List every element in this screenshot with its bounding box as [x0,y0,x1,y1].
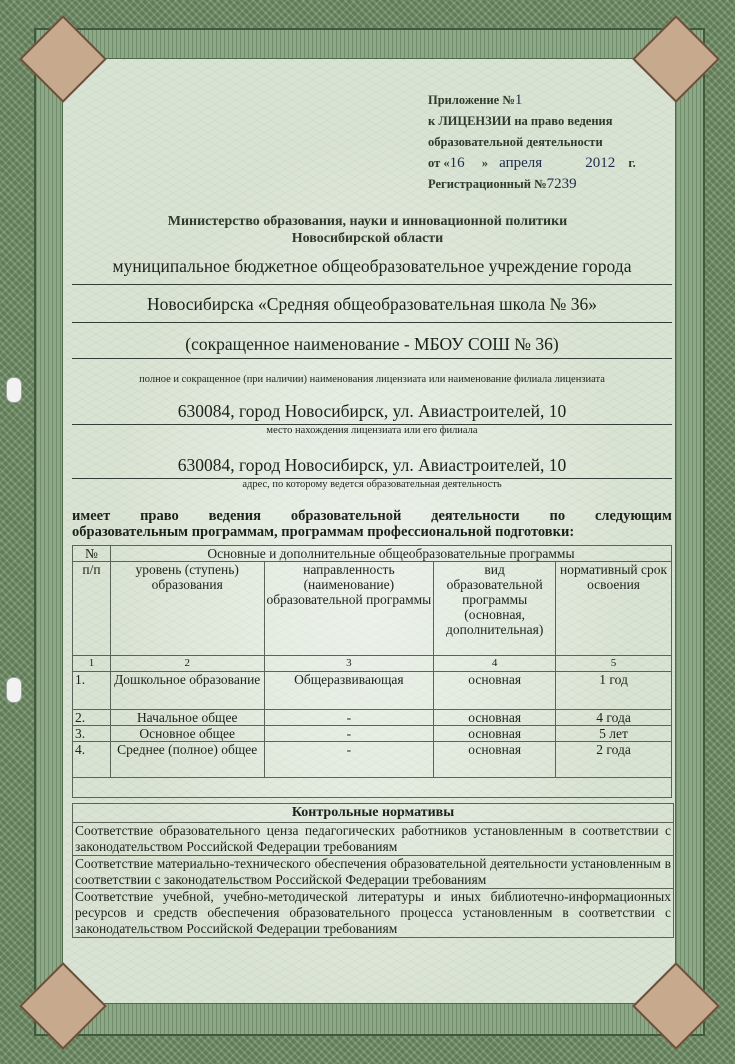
license-line-2: образовательной деятельности [428,135,603,149]
licensee-location: 630084, город Новосибирск, ул. Авиастроителей, 10 [72,401,672,425]
programs-group-header: Основные и дополнительные общеобразовательные программы [110,546,671,562]
punch-hole-top [6,377,22,403]
punch-hole-bottom [6,677,22,703]
date-month: апреля [499,155,543,171]
registration-number: 7239 [546,176,577,192]
table-row: 4. Среднее (полное) общее - основная 2 года [73,742,672,778]
table-row: 2. Начальное общее - основная 4 года [73,710,672,726]
direction-header: направленность (наименование) образовательной программы [264,562,434,656]
term-header: нормативный срок освоения [556,562,672,656]
rights-statement: имеет право ведения образовательной деятельности по следующим образовательным программам, программам профессиональной подготовки: [72,508,672,540]
licensee-short-name: (сокращенное наименование - МБОУ СОШ № 36) [72,334,672,359]
date-day: 16 [449,155,465,171]
license-date: от «16 » апреля 2012 г. [428,155,636,171]
licensee-name-caption: полное и сокращенное (при наличии) наименования лицензиата или наименование филиала лицензиата [139,374,605,385]
table-header-row [73,546,672,562]
activity-address: 630084, город Новосибирск, ул. Авиастроителей, 10 [72,455,672,479]
column-numbers-row: 1 2 3 4 5 [73,656,672,672]
table-subheader-row: п/п уровень (ступень) образования направленность (наименование) образовательной программы вид образовательной программы (основная, дополнительная) нормативный срок освоения [73,562,672,656]
table-row: 1. Дошкольное образование Общеразвивающая основная 1 год [73,672,672,710]
control-norms [72,803,674,938]
type-header: вид образовательной программы (основная, дополнительная) [434,562,556,656]
table-empty-row [73,778,672,798]
table-row: 3. Основное общее - основная 5 лет [73,726,672,742]
date-year: 2012 [585,155,616,171]
norm-item: Соответствие материально-технического обеспечения образовательной деятельности установленным в соответствии с законодательством Российской Федерации требованиям [75,856,671,887]
licensee-name-line-2: Новосибирска «Средняя общеобразовательная школа № 36» [72,294,672,323]
appendix-label: Приложение № [428,93,515,107]
norm-item: Соответствие образовательного ценза педагогических работников установленным в соответствии с законодательством Российской Федерации требованиям [75,823,671,854]
location-caption: место нахождения лицензиата или его филиала [266,425,478,436]
level-header: уровень (ступень) образования [110,562,264,656]
programs-table [72,545,672,798]
control-norms-title: Контрольные нормативы [73,804,673,823]
appendix-header [428,90,688,195]
number-header: № [73,546,111,562]
license-line-1: к ЛИЦЕНЗИИ на право ведения [428,114,613,128]
registration-label: Регистрационный № [428,177,547,191]
norm-item: Соответствие учебной, учебно-методической литературы и иных библиотечно-информационных ресурсов и средств обеспечения образовательного процесса установленным в соответствии с законодательством Российской Федерации требованиям [75,889,671,936]
ministry-name: Министерство образования, науки и инновационной политики Новосибирской области [167,214,568,246]
licensee-name-line-1: муниципальное бюджетное общеобразовательное учреждение города [72,256,672,285]
appendix-number: 1 [514,92,523,108]
activity-address-caption: адрес, по которому ведется образовательная деятельность [242,479,502,490]
